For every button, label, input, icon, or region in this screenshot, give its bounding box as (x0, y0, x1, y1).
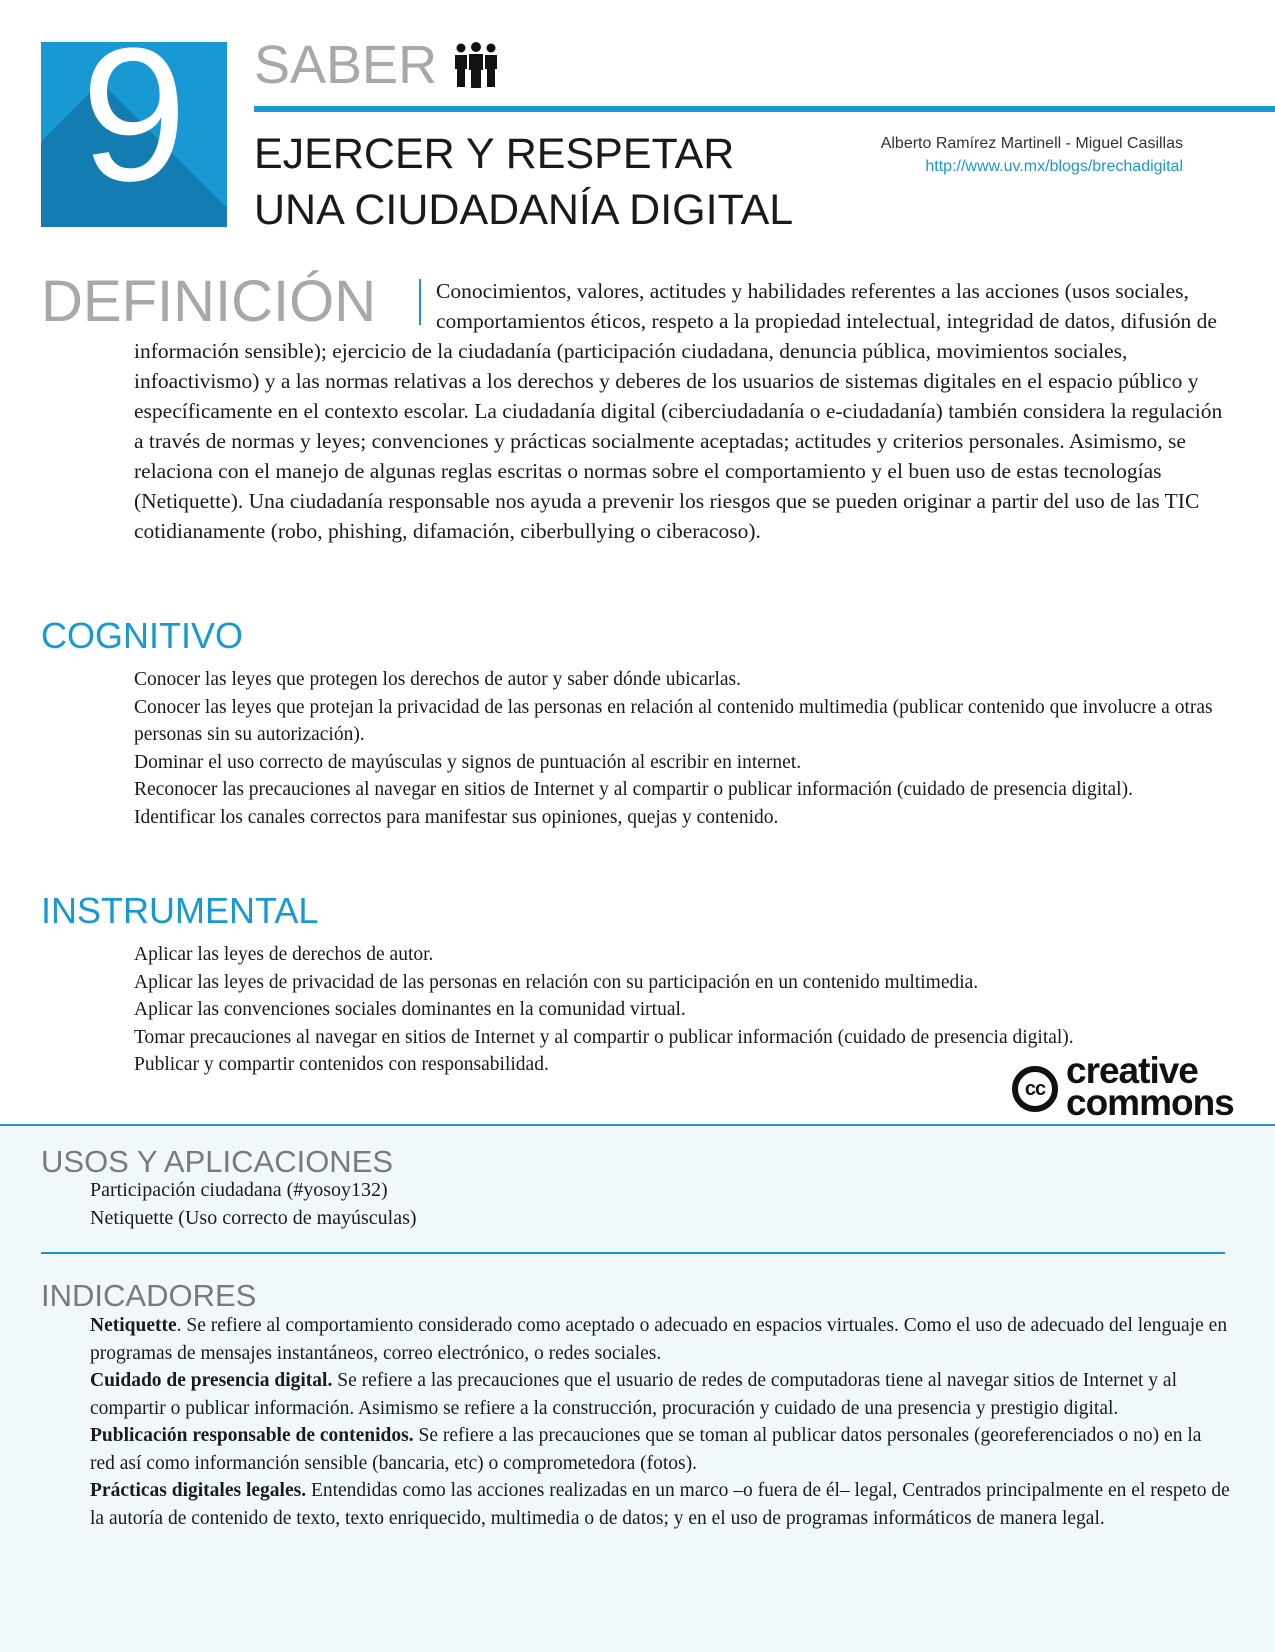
indicator-term: Cuidado de presencia digital. (90, 1370, 333, 1391)
cc-wordmark (1066, 1050, 1234, 1123)
cognitivo-list (134, 666, 1224, 831)
cc-word-1: creative (1066, 1050, 1198, 1091)
indicadores-list (90, 1312, 1230, 1532)
indicator-text: . Se refiere al comportamiento considerado como aceptado o adecuado en espacios virtuales. Como el uso de adecuado del lenguaje en programas de mensajes instantáneos, correo electrónico, o redes sociales. (90, 1315, 1228, 1364)
list-item (90, 1312, 1230, 1367)
indicator-text: Se refiere a las precauciones que el usuario de redes de computadoras tiene al navegar sitios de Internet y al compartir o publicar información. Asimismo se refiere a la construcción, procuración y cuidado de una presencia y prestigio digital. (90, 1370, 1177, 1419)
list-item: Identificar los canales correctos para manifestar sus opiniones, quejas y contenido. (134, 806, 779, 828)
website-link[interactable]: http://www.uv.mx/blogs/brechadigital (925, 158, 1183, 175)
title-line-1: EJERCER Y RESPETAR (254, 130, 735, 178)
list-item: Conocer las leyes que protejan la privacidad de las personas en relación al contenido multimedia (publicar contenido que involucre a otras personas sin su autorización). (134, 696, 1213, 745)
creative-commons-icon (1012, 1050, 1270, 1123)
list-item: Dominar el uso correcto de mayúsculas y signos de puntuación al escribir en internet. (134, 751, 802, 773)
definicion-heading: DEFINICIÓN (41, 269, 377, 334)
list-item: Tomar precauciones al navegar en sitios de Internet y al compartir o publicar información (cuidado de presencia digital). (134, 1026, 1074, 1048)
list-item: Netiquette (Uso correcto de mayúsculas) (90, 1207, 417, 1229)
usos-list (90, 1176, 417, 1232)
indicadores-heading: INDICADORES (41, 1278, 257, 1313)
people-group-icon (452, 42, 500, 90)
definicion-body: Conocimientos, valores, actitudes y habilidades referentes a las acciones (usos sociales, comportamientos éticos, respeto a la propiedad intelectual, integridad de datos, difusión de información sensible); ejercicio de la ciudadanía (participación ciudadana, denuncia pública, movimientos sociales, infoactivismo) y a las normas relativas a los derechos y deberes de los usuarios de sistemas digitales en el espacio público y específicamente en el contexto escolar. La ciudadanía digital (ciberciudadanía o e-ciudadanía) también considera la regulación a través de normas y leyes; convenciones y prácticas socialmente aceptadas; actitudes y criterios personales. Asimismo, se relaciona con el manejo de algunas reglas escritas o normas sobre el comportamiento y el buen uso de estas tecnologías (Netiquette). Una ciudadanía responsable nos ayuda a prevenir los riesgos que se pueden originar a partir del uso de las TIC cotidianamente (robo, phishing, difamación, ciberbullying o ciberacoso). (134, 279, 1223, 543)
authors-block (881, 132, 1183, 178)
definicion-text (134, 276, 1224, 546)
list-item: Conocer las leyes que protegen los derechos de autor y saber dónde ubicarlas. (134, 669, 741, 690)
header-rule (254, 106, 1275, 112)
usos-heading: USOS Y APLICACIONES (41, 1144, 394, 1179)
title-line-2: UNA CIUDADANÍA DIGITAL (254, 186, 794, 234)
panel-divider (41, 1252, 1225, 1254)
instrumental-heading: INSTRUMENTAL (41, 890, 319, 931)
chapter-number: 9 (81, 42, 187, 221)
list-item: Aplicar las leyes de derechos de autor. (134, 944, 434, 965)
indicator-text: Entendidas como las acciones realizadas en un marco –o fuera de él– legal, Centrados principalmente en el respeto de la autoría de contenido de texto, texto enriquecido, multimedia o de datos; y en el uso de programas informáticos de manera legal. (90, 1480, 1230, 1529)
list-item (90, 1422, 1230, 1477)
list-item: Aplicar las leyes de privacidad de las personas en relación con su participación en un contenido multimedia. (134, 971, 979, 993)
category-label: SABER (254, 35, 438, 95)
indicator-term: Publicación responsable de contenidos. (90, 1425, 414, 1446)
list-item: Publicar y compartir contenidos con responsabilidad. (134, 1054, 549, 1075)
list-item: Participación ciudadana (#yosoy132) (90, 1179, 388, 1201)
list-item (90, 1367, 1230, 1422)
indicator-text: Se refiere a las precauciones que se toman al publicar datos personales (georeferenciados o no) en la red así como informanción sensible (bancaria, etc) o comprometedora (fotos). (90, 1425, 1202, 1474)
list-item: Aplicar las convenciones sociales dominantes en la comunidad virtual. (134, 999, 686, 1020)
cc-word-2: commons (1066, 1082, 1234, 1123)
list-item (90, 1477, 1230, 1532)
indicator-term: Netiquette (90, 1315, 177, 1336)
authors: Alberto Ramírez Martinell - Miguel Casillas (880, 135, 1183, 152)
page-title (254, 126, 793, 238)
list-item: Reconocer las precauciones al navegar en sitios de Internet y al compartir o publicar información (cuidado de presencia digital). (134, 779, 1133, 800)
chapter-number-badge (41, 42, 227, 227)
indicator-term: Prácticas digitales legales. (90, 1480, 307, 1501)
cc-symbol: cc (1012, 1066, 1058, 1112)
cognitivo-heading: COGNITIVO (41, 615, 244, 656)
